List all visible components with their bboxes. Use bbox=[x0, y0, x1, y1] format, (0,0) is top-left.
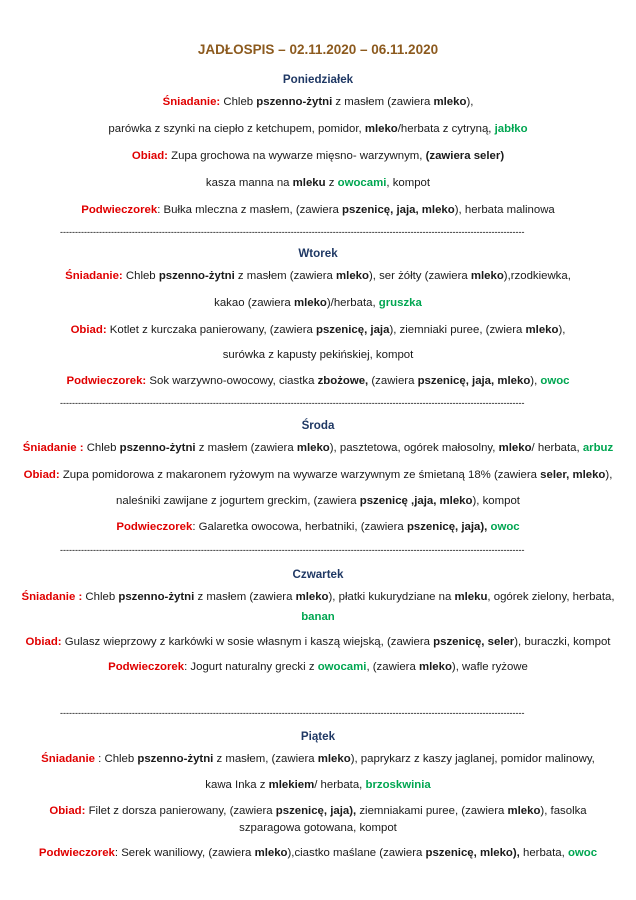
menu-text: kasza manna na bbox=[205, 177, 293, 189]
allergen-text: zbożowe, bbox=[317, 375, 369, 387]
separator-line: ----------------------------------------------------------------------------------------------------------------------------------------------------------- bbox=[60, 545, 525, 555]
allergen-text: mleko bbox=[470, 270, 504, 282]
menu-text: , ogórek zielony, herbata, bbox=[487, 591, 615, 603]
menu-line bbox=[0, 441, 636, 455]
separator-line: ----------------------------------------------------------------------------------------------------------------------------------------------------------- bbox=[60, 227, 525, 237]
menu-line bbox=[0, 122, 636, 136]
menu-line bbox=[0, 610, 636, 624]
menu-line bbox=[0, 520, 636, 534]
menu-text: parówka z szynki na ciepło z ketchupem, pomidor, bbox=[108, 123, 365, 135]
separator-line: ----------------------------------------------------------------------------------------------------------------------------------------------------------- bbox=[60, 708, 525, 718]
menu-text: )/herbata, bbox=[326, 297, 379, 309]
menu-text: ), bbox=[466, 96, 474, 108]
meal-label: Podwieczorek: bbox=[66, 375, 147, 387]
meal-label: Podwieczorek bbox=[38, 847, 115, 859]
allergen-text: mleko bbox=[336, 270, 369, 282]
day-heading: Poniedziałek bbox=[282, 73, 354, 86]
menu-text: ), ser żółty (zawiera bbox=[368, 270, 471, 282]
menu-text: ), bbox=[605, 469, 613, 481]
fruit-highlight: owocami bbox=[337, 177, 387, 189]
allergen-text: mleko bbox=[433, 96, 467, 108]
menu-text: ), bbox=[558, 324, 566, 336]
allergen-text: pszenno-żytni bbox=[256, 96, 333, 108]
day-heading: Wtorek bbox=[298, 247, 338, 260]
menu-line bbox=[0, 176, 636, 190]
allergen-text: pszenno-żytni bbox=[118, 591, 195, 603]
menu-text: z masłem, (zawiera bbox=[213, 753, 318, 765]
fruit-highlight: arbuz bbox=[582, 442, 614, 454]
menu-text: surówka z kapusty pekińskiej, kompot bbox=[222, 349, 414, 361]
allergen-text: pszenicę, jaja, mleko bbox=[417, 375, 531, 387]
menu-text: , (zawiera bbox=[366, 661, 419, 673]
menu-text: (zawiera bbox=[368, 375, 418, 387]
allergen-text: pszenicę, jaja), bbox=[406, 521, 488, 533]
menu-text: , kompot bbox=[386, 177, 431, 189]
fruit-highlight: owoc bbox=[567, 847, 598, 859]
menu-text: naleśniki zawijane z jogurtem greckim, (zawiera bbox=[116, 495, 360, 507]
menu-line bbox=[0, 821, 636, 835]
allergen-text: mleko bbox=[498, 442, 532, 454]
fruit-highlight: owoc bbox=[540, 375, 570, 387]
meal-label: Śniadanie : bbox=[21, 591, 83, 603]
menu-line bbox=[0, 203, 636, 217]
menu-line bbox=[0, 149, 636, 163]
menu-text: z masłem (zawiera bbox=[195, 442, 297, 454]
menu-text: ),rzodkiewka, bbox=[503, 270, 571, 282]
meal-label: Podwieczorek bbox=[116, 521, 193, 533]
allergen-text: pszenicę, jaja, mleko bbox=[342, 204, 455, 216]
title-dates: 02.11.2020 – 06.11.2020 bbox=[289, 42, 439, 57]
menu-text: ), płatki kukurydziane na bbox=[328, 591, 455, 603]
meal-label: Śniadanie: bbox=[65, 270, 123, 282]
menu-line bbox=[0, 846, 636, 860]
menu-text: szparagowa gotowana, kompot bbox=[239, 822, 397, 834]
menu-text: ),ciastko maślane (zawiera bbox=[287, 847, 426, 859]
allergen-text: mleko bbox=[254, 847, 288, 859]
allergen-text: mleku bbox=[292, 177, 326, 189]
menu-text: /herbata z cytryną, bbox=[397, 123, 495, 135]
fruit-highlight: owocami bbox=[317, 661, 367, 673]
menu-text: Kotlet z kurczaka panierowany, (zawiera bbox=[106, 324, 316, 336]
menu-line bbox=[0, 660, 636, 674]
allergen-text: seler, mleko bbox=[540, 469, 606, 481]
meal-label: Śniadanie bbox=[41, 753, 95, 765]
menu-text: ), paprykarz z kaszy jaglanej, pomidor malinowy, bbox=[350, 753, 595, 765]
menu-text: ), bbox=[530, 375, 541, 387]
allergen-text: mleku bbox=[454, 591, 488, 603]
menu-line bbox=[0, 95, 636, 109]
menu-text: herbata, bbox=[519, 847, 568, 859]
menu-line bbox=[0, 348, 636, 362]
day-heading: Czwartek bbox=[292, 568, 344, 581]
menu-text: Zupa grochowa na wywarze mięsno- warzywnym, bbox=[167, 150, 426, 162]
meal-label: Obiad: bbox=[25, 636, 62, 648]
menu-text: ), wafle ryżowe bbox=[451, 661, 528, 673]
allergen-text: mleko bbox=[296, 442, 330, 454]
menu-text: / herbata, bbox=[531, 442, 583, 454]
menu-text: z bbox=[325, 177, 338, 189]
allergen-text: mleko bbox=[317, 753, 351, 765]
meal-label: Obiad: bbox=[49, 805, 86, 817]
day-heading: Piątek bbox=[300, 730, 336, 743]
allergen-text: pszenicę, jaja), bbox=[275, 805, 357, 817]
menu-line bbox=[0, 494, 636, 508]
menu-text: Chleb bbox=[122, 270, 159, 282]
allergen-text: pszenicę, jaja bbox=[315, 324, 390, 336]
menu-text: ), ziemniaki puree, (zwiera bbox=[389, 324, 526, 336]
menu-line bbox=[0, 374, 636, 388]
separator-line: ----------------------------------------------------------------------------------------------------------------------------------------------------------- bbox=[60, 398, 525, 408]
menu-text: Chleb bbox=[220, 96, 257, 108]
allergen-text: pszenno-żytni bbox=[119, 442, 196, 454]
menu-line bbox=[0, 804, 636, 818]
allergen-text: mleko bbox=[507, 805, 541, 817]
menu-text: ), fasolka bbox=[540, 805, 587, 817]
meal-label: Obiad: bbox=[131, 150, 168, 162]
meal-label: Podwieczorek bbox=[81, 204, 158, 216]
menu-text: Sok warzywno-owocowy, ciastka bbox=[146, 375, 318, 387]
allergen-text: pszenicę, mleko), bbox=[425, 847, 520, 859]
menu-text: : Jogurt naturalny grecki z bbox=[184, 661, 318, 673]
fruit-highlight: brzoskwinia bbox=[365, 779, 431, 791]
fruit-highlight: jabłko bbox=[494, 123, 528, 135]
menu-line bbox=[0, 635, 636, 649]
menu-text: : Galaretka owocowa, herbatniki, (zawiera bbox=[192, 521, 407, 533]
meal-label: Podwieczorek bbox=[108, 661, 185, 673]
menu-text: Filet z dorsza panierowany, (zawiera bbox=[85, 805, 276, 817]
menu-text: : Serek waniliowy, (zawiera bbox=[114, 847, 255, 859]
fruit-highlight: owoc bbox=[490, 521, 520, 533]
fruit-highlight: gruszka bbox=[378, 297, 422, 309]
menu-line bbox=[0, 269, 636, 283]
menu-line bbox=[0, 296, 636, 310]
menu-text: ziemniakami puree, (zawiera bbox=[356, 805, 508, 817]
day-heading: Środa bbox=[301, 419, 335, 432]
menu-text: ), kompot bbox=[472, 495, 520, 507]
menu-line bbox=[0, 752, 636, 766]
allergen-text: pszenicę, seler bbox=[433, 636, 515, 648]
menu-text: Chleb bbox=[82, 591, 119, 603]
fruit-highlight: banan bbox=[301, 611, 335, 623]
meal-label: Śniadanie : bbox=[22, 442, 84, 454]
menu-text: z masłem (zawiera bbox=[194, 591, 296, 603]
menu-text: z masłem (zawiera bbox=[332, 96, 434, 108]
title-label: JADŁOSPIS – bbox=[197, 42, 286, 57]
meal-label: Śniadanie: bbox=[162, 96, 221, 108]
menu-line bbox=[0, 590, 636, 604]
menu-line bbox=[0, 323, 636, 337]
menu-text: / herbata, bbox=[314, 779, 366, 791]
allergen-text: pszenno-żytni bbox=[137, 753, 214, 765]
allergen-text: (zawiera seler) bbox=[425, 150, 505, 162]
allergen-text: mleko bbox=[364, 123, 398, 135]
menu-text: kakao (zawiera bbox=[214, 297, 294, 309]
menu-text: : Bułka mleczna z masłem, (zawiera bbox=[157, 204, 343, 216]
allergen-text: mleko bbox=[525, 324, 559, 336]
menu-text: z masłem (zawiera bbox=[234, 270, 337, 282]
allergen-text: mleko bbox=[418, 661, 452, 673]
page-title bbox=[0, 42, 636, 57]
menu-text: Zupa pomidorowa z makaronem ryżowym na wywarze warzywnym ze śmietaną 18% (zawiera bbox=[59, 469, 541, 481]
allergen-text: pszenicę ,jaja, mleko bbox=[359, 495, 473, 507]
menu-text: ), buraczki, kompot bbox=[514, 636, 611, 648]
menu-text: ), pasztetowa, ogórek małosolny, bbox=[329, 442, 499, 454]
menu-text: kawa Inka z bbox=[205, 779, 269, 791]
meal-label: Obiad: bbox=[23, 469, 60, 481]
allergen-text: mlekiem bbox=[268, 779, 315, 791]
menu-text: Gulasz wieprzowy z karkówki w sosie własnym i kaszą wiejską, (zawiera bbox=[61, 636, 434, 648]
menu-line bbox=[0, 778, 636, 792]
menu-text: Chleb bbox=[83, 442, 120, 454]
menu-text: : Chleb bbox=[94, 753, 138, 765]
menu-text: ), herbata malinowa bbox=[454, 204, 555, 216]
meal-label: Obiad: bbox=[70, 324, 107, 336]
allergen-text: mleko bbox=[293, 297, 327, 309]
allergen-text: mleko bbox=[295, 591, 329, 603]
menu-line bbox=[0, 468, 636, 482]
allergen-text: pszenno-żytni bbox=[158, 270, 235, 282]
